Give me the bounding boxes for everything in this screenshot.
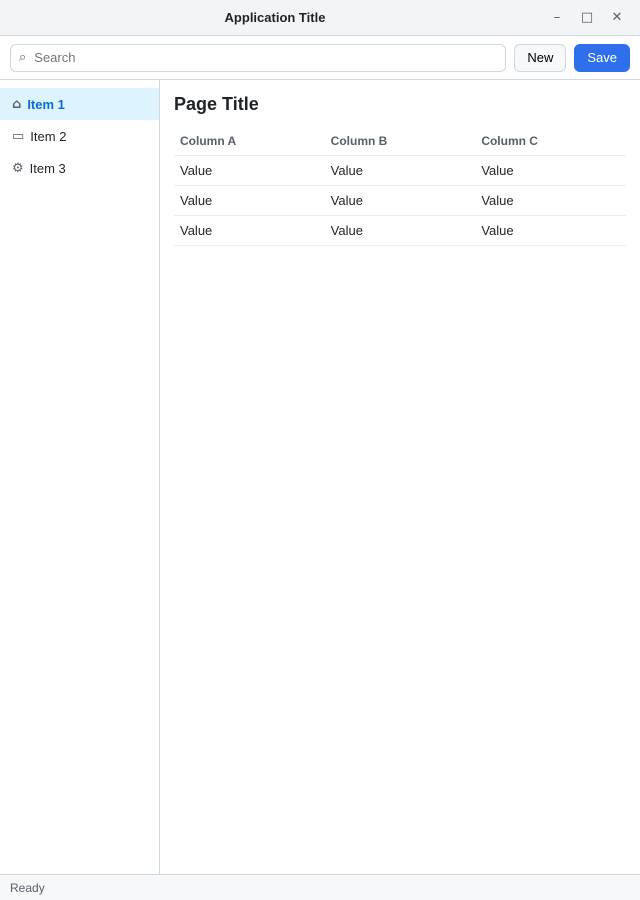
table-row[interactable] bbox=[174, 216, 626, 246]
status-bar bbox=[0, 874, 640, 900]
column-header[interactable]: Column C bbox=[475, 127, 626, 156]
status-text: Ready bbox=[10, 880, 45, 895]
main-panel bbox=[160, 80, 640, 874]
maximize-button[interactable]: □ bbox=[574, 7, 600, 29]
table-cell: Value bbox=[174, 216, 325, 246]
folder-icon: ▭ bbox=[12, 128, 25, 144]
table-cell: Value bbox=[174, 186, 325, 216]
new-button[interactable]: New bbox=[514, 44, 566, 72]
title-bar bbox=[0, 0, 640, 36]
page-title: Page Title bbox=[174, 94, 259, 114]
sidebar-item-2[interactable] bbox=[0, 120, 159, 152]
table-cell: Value bbox=[325, 156, 476, 186]
gear-icon: ⚙ bbox=[12, 160, 24, 176]
search-input[interactable] bbox=[32, 49, 497, 66]
table-cell: Value bbox=[174, 156, 325, 186]
table-cell: Value bbox=[475, 186, 626, 216]
table-row[interactable] bbox=[174, 156, 626, 186]
column-header[interactable]: Column A bbox=[174, 127, 325, 156]
close-button[interactable]: ✕ bbox=[604, 7, 630, 29]
search-box bbox=[10, 44, 506, 72]
table-header-row bbox=[174, 127, 626, 156]
sidebar-item-label: Item 2 bbox=[30, 128, 67, 144]
table-cell: Value bbox=[325, 186, 476, 216]
window-title: Application Title bbox=[224, 10, 326, 25]
save-button[interactable]: Save bbox=[574, 44, 630, 72]
table-cell: Value bbox=[325, 216, 476, 246]
home-icon: ⌂ bbox=[12, 96, 22, 112]
sidebar-item-3[interactable] bbox=[0, 152, 159, 184]
sidebar-item-1[interactable] bbox=[0, 88, 159, 120]
sidebar-item-label: Item 3 bbox=[29, 160, 66, 176]
table-cell: Value bbox=[475, 216, 626, 246]
sidebar-item-label: Item 1 bbox=[27, 96, 65, 112]
data-table bbox=[174, 127, 626, 246]
column-header[interactable]: Column B bbox=[325, 127, 476, 156]
search-icon: ⌕ bbox=[19, 50, 27, 65]
toolbar bbox=[0, 36, 640, 80]
table-cell: Value bbox=[475, 156, 626, 186]
sidebar bbox=[0, 80, 160, 874]
content-area bbox=[0, 80, 640, 874]
minimize-button[interactable]: – bbox=[544, 7, 570, 29]
table-row[interactable] bbox=[174, 186, 626, 216]
